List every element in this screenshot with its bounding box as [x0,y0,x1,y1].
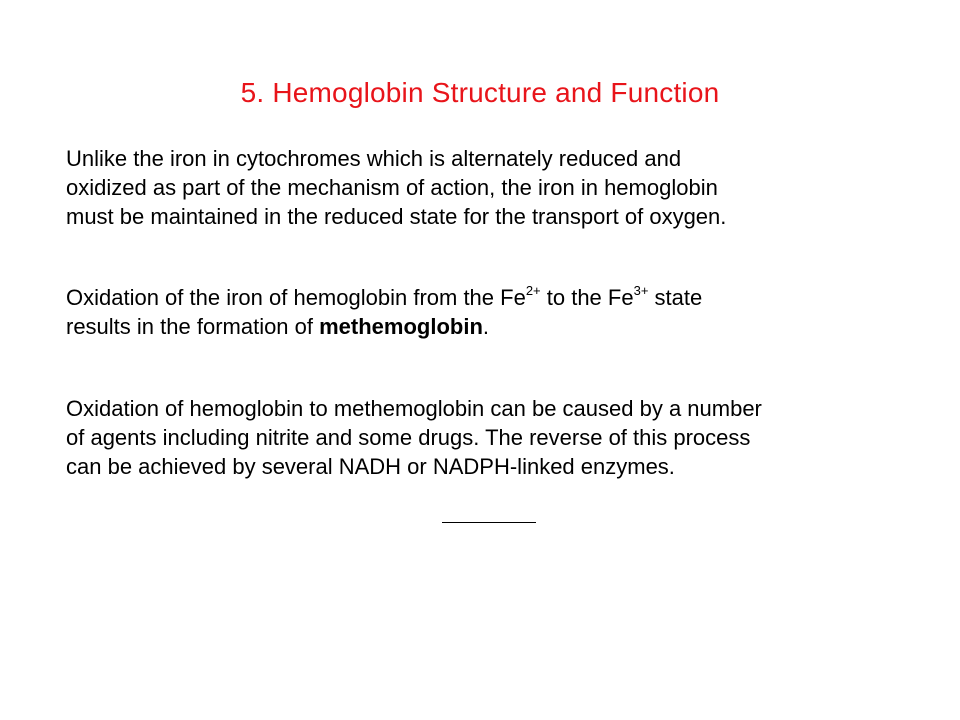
text-run: results in the formation of [66,314,320,339]
divider-line [442,522,536,523]
paragraph-line: Unlike the iron in cytochromes which is alternately reduced and [66,146,682,171]
text-run: to the Fe [540,285,634,310]
text-run: . [482,314,490,339]
slide-title: 5. Hemoglobin Structure and Function [240,77,720,108]
paragraph-cytochrome-comparison [66,144,926,231]
paragraph-line [66,283,926,312]
text-run: Oxidation of the iron of hemoglobin from the Fe [66,285,526,310]
paragraph-methemoglobin-causes [66,394,926,481]
paragraph-oxidation-states [66,283,926,341]
paragraph-line: must be maintained in the reduced state for the transport of oxygen. [66,204,727,229]
paragraph-line: oxidized as part of the mechanism of action, the iron in hemoglobin [66,175,718,200]
paragraph-line: can be achieved by several NADH or NADPH-linked enzymes. [66,454,675,479]
paragraph-line: Oxidation of hemoglobin to methemoglobin can be caused by a number [66,396,762,421]
superscript-charge: 3+ [633,282,649,298]
text-run: state [648,285,703,310]
superscript-charge: 2+ [525,282,541,298]
paragraph-line [66,312,926,341]
paragraph-line: of agents including nitrite and some drugs. The reverse of this process [66,425,751,450]
bold-term-methemoglobin: methemoglobin [319,314,483,339]
